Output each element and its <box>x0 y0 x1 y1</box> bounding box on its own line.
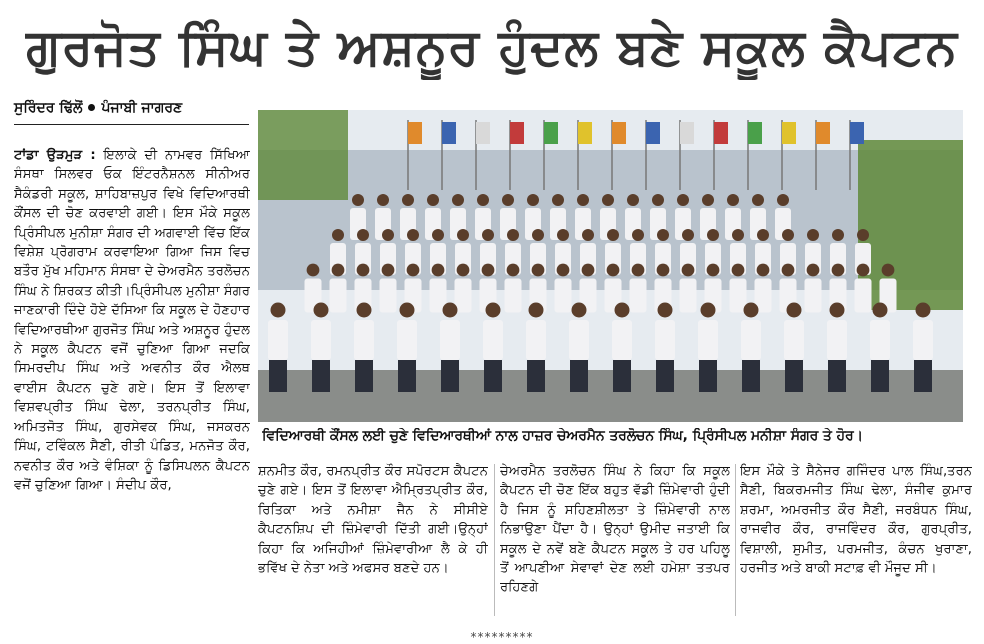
photo-flag <box>714 122 728 144</box>
photo-person-body <box>268 320 288 360</box>
photo-person-head <box>682 264 695 277</box>
photo-person-body <box>827 320 847 360</box>
column-1-text: ਇਲਾਕੇ ਦੀ ਨਾਮਵਰ ਸਿੱਖਿਆ ਸੰਸਥਾ ਸਿਲਵਰ ਓਕ ਇੰਟਰਨੈਸ਼ਨਲ ਸੀਨੀਅਰ ਸੈਕੰਡਰੀ ਸਕੂਲ, ਸ਼ਾਹਿਬਾਜ਼ਪੁਰ ਵਿਖੇ ਵਿਦਿਆਰਥੀ ਕੌਂਸਲ ਦੀ ਚੋਣ ਕਰਵਾਈ ਗਈ। ਇਸ ਮੌਕੇ ਸਕੂਲ ਪ੍ਰਿੰਸੀਪਲ ਮੁਨੀਸ਼ਾ ਸੰਗਰ ਦੀ ਅਗਵਾਈ ਵਿੱਚ ਇੱਕ ਵਿਸ਼ੇਸ਼ ਪ੍ਰੋਗਰਾਮ ਕਰਵਾਇਆ ਗਿਆ ਜਿਸ ਵਿਚ ਬਤੌਰ ਮੁੱਖ ਮਹਿਮਾਨ ਸੰਸਥਾ ਦੇ ਚੇਅਰਮੈਨ ਤਰਲੋਚਨ ਸਿੰਘ ਨੇ ਸ਼ਿਰਕਤ ਕੀਤੀ।ਪ੍ਰਿੰਸੀਪਲ ਮੁਨੀਸ਼ਾ ਸੰਗਰ ਜਾਣਕਾਰੀ ਦਿੰਦੇ ਹੋਏ ਦੱਸਿਆ ਕਿ ਸਕੂਲ ਦੇ ਹੋਣਹਾਰ ਵਿਦਿਆਰਥੀਆ ਗੁਰਜੋਤ ਸਿੰਘ ਅਤੇ ਅਸ਼ਨੂਰ ਹੁੰਦਲ ਨੇ ਸਕੂਲ ਕੈਪਟਨ ਵਜੋਂ ਚੁਣਿਆ ਗਿਆ ਜਦਕਿ ਸਿਮਰਦੀਪ ਸਿੰਘ ਅਤੇ ਅਵਨੀਤ ਕੌਰ ਐਲਥ ਵਾਈਸ ਕੈਪਟਨ ਚੁਣੇ ਗਏ। ਇਸ ਤੋਂ ਇਲਾਵਾ ਵਿਸ਼ਵਪ੍ਰੀਤ ਸਿੰਘ ਢੇਲਾ, ਤਰਨਪ੍ਰੀਤ ਸਿੰਘ, ਅਮਿਤਜੋਤ ਸਿੰਘ, ਗੁਰਸੇਵਕ ਸਿੰਘ, ਜਸਕਰਨ ਸਿੰਘ, ਟਵਿੰਕਲ ਸੈਣੀ, ਰੀਤੀ ਪੰਡਿਤ, ਮਨਜੋਤ ਕੌਰ, ਨਵਨੀਤ ਕੌਰ ਅਤੇ ਵੰਸ਼ਿਕਾ ਨੂੰ ਡਿਸਿਪਲਨ ਕੈਪਟਨ ਵਜੋਂ ਚੁਣਿਆ ਗਿਆ। ਸੰਦੀਪ ਕੌਰ, <box>14 148 250 493</box>
photo-person-head <box>830 303 845 318</box>
photo-person-head <box>732 229 744 241</box>
photo-person-head <box>782 229 794 241</box>
photo-flag <box>510 122 524 144</box>
photo-person-legs <box>355 360 373 392</box>
photo-person-head <box>482 229 494 241</box>
photo-tree-right <box>858 140 963 310</box>
photo-flag <box>408 122 422 144</box>
article-column-2: ਸ਼ਨਮੀਤ ਕੌਰ, ਰਮਨਪ੍ਰੀਤ ਕੌਰ ਸਪੋਰਟਸ ਕੈਪਟਨ ਚੁਣੇ ਗਏ। ਇਸ ਤੋਂ ਇਲਾਵਾ ਐਮ੍ਰਿਤਪ੍ਰੀਤ ਕੌਰ, ਰਿਤਿਕਾ ਅਤੇ ਨਮੀਸ਼ਾ ਜੈਨ ਨੇ ਸੀਸੀਏ ਕੈਪਟਨਸ਼ਿਪ ਦੀ ਜ਼ਿੰਮੇਵਾਰੀ ਦਿੱਤੀ ਗਈ।ਉਨ੍ਹਾਂ ਕਿਹਾ ਕਿ ਅਜਿਹੀਆਂ ਜ਼ਿੰਮੇਵਾਰੀਆ ਲੈ ਕੇ ਹੀ ਭਵਿੱਖ ਦੇ ਨੇਤਾ ਅਤੇ ਅਫਸਰ ਬਣਦੇ ਹਨ। <box>258 464 488 577</box>
photo-person-head <box>432 264 445 277</box>
photo-person-body <box>440 320 460 360</box>
photo-person-legs <box>656 360 674 392</box>
photo-flag <box>646 122 660 144</box>
photo-person-head <box>529 303 544 318</box>
photo-person-head <box>452 194 464 206</box>
photo-person-head <box>732 264 745 277</box>
photo-person-legs <box>527 360 545 392</box>
photo-person-body <box>483 320 503 360</box>
photo-person-body <box>612 320 632 360</box>
photo-person-head <box>332 229 344 241</box>
article-column-3: ਚੇਅਰਮੈਨ ਤਰਲੋਚਨ ਸਿੰਘ ਨੇ ਕਿਹਾ ਕਿ ਸਕੂਲ ਕੈਪਟਨ ਦੀ ਚੋਣ ਇੱਕ ਬਹੁਤ ਵੱਡੀ ਜ਼ਿੰਮੇਵਾਰੀ ਹੁੰਦੀ ਹੈ ਜਿਸ ਨੂੰ ਸਹਿਣਸ਼ੀਲਤਾ ਤੇ ਜ਼ਿੰਮੇਵਾਰੀ ਨਾਲ ਨਿਭਾਉਣਾ ਪੈਂਦਾ ਹੈ। ਉਨ੍ਹਾਂ ਉਮੀਦ ਜਤਾਈ ਕਿ ਸਕੂਲ ਦੇ ਨਵੇਂ ਬਣੇ ਕੈਪਟਨ ਸਕੂਲ ਤੇ ਹਰ ਪਹਿਲੂ ਤੋਂ ਆਪਣੀਆ ਸੇਵਾਵਾਂ ਦੇਣ ਲਈ ਹਮੇਸ਼ਾ ਤਤਪਰ ਰਹਿਣਗੇ <box>500 464 730 596</box>
photo-person-body <box>855 279 872 313</box>
photo-person-body <box>505 279 522 313</box>
dateline: ਟਾਂਡਾ ਉੜਮੁੜ : <box>14 148 96 163</box>
photo-person-body <box>680 279 697 313</box>
photo-flag <box>578 122 592 144</box>
photo-person-head <box>632 264 645 277</box>
photo-person-legs <box>785 360 803 392</box>
photo-person-head <box>357 264 370 277</box>
photo-person-legs <box>269 360 287 392</box>
photo-person-legs <box>484 360 502 392</box>
photo-person-body <box>630 279 647 313</box>
photo-flag <box>442 122 456 144</box>
photo-flag <box>748 122 762 144</box>
photo-person-legs <box>742 360 760 392</box>
photo-person-legs <box>312 360 330 392</box>
photo-person-head <box>382 264 395 277</box>
photo-person-head <box>873 303 888 318</box>
photo-flag <box>476 122 490 144</box>
photo-person-head <box>557 264 570 277</box>
photo-person-head <box>427 194 439 206</box>
photo-person-head <box>615 303 630 318</box>
photo-person-head <box>701 303 716 318</box>
photo-person-head <box>582 264 595 277</box>
photo-person-head <box>657 264 670 277</box>
photo-flag <box>816 122 830 144</box>
photo-person-head <box>552 194 564 206</box>
photo-person-legs <box>613 360 631 392</box>
photo-person-body <box>730 279 747 313</box>
photo-person-head <box>457 229 469 241</box>
photo-person-head <box>507 229 519 241</box>
photo-person-head <box>627 194 639 206</box>
end-marker: ********* <box>470 630 534 644</box>
photo-person-head <box>807 264 820 277</box>
photo-flag <box>544 122 558 144</box>
photo-person-head <box>882 264 895 277</box>
photo-person-head <box>757 229 769 241</box>
photo-person-head <box>477 194 489 206</box>
photo-person-head <box>443 303 458 318</box>
photo-person-head <box>807 229 819 241</box>
photo-person-head <box>271 303 286 318</box>
photo-person-head <box>407 264 420 277</box>
photo-person-head <box>407 229 419 241</box>
photo-person-head <box>400 303 415 318</box>
photo-person-body <box>380 279 397 313</box>
photo-person-head <box>314 303 329 318</box>
photo-person-body <box>555 279 572 313</box>
photo-person-head <box>607 229 619 241</box>
photo-person-head <box>502 194 514 206</box>
photo-person-head <box>744 303 759 318</box>
article-column-4: ਇਸ ਮੌਕੇ ਤੇ ਸੈਨੇਜਰ ਗਜਿੰਦਰ ਪਾਲ ਸਿੰਘ,ਤਰਨ ਸੈਣੀ, ਬਿਕਰਮਜੀਤ ਸਿੰਘ ਢੇਲਾ, ਸੰਜੀਵ ਕੁਮਾਰ ਸ਼ਰਮਾ, ਅਮਰਜੀਤ ਕੌਰ ਸੈਣੀ, ਜਰਬੰਧਨ ਸਿੰਘ, ਰਾਜਵੀਰ ਕੌਰ, ਰਾਜਵਿੰਦਰ ਕੌਰ, ਗੁਰਪ੍ਰੀਤ, ਵਿਸ਼ਾਲੀ, ਸੁਮੀਤ, ਪਰਮਜੀਤ, ਕੰਚਨ ਖੁਰਾਣਾ, ਹਰਜੀਤ ਅਤੇ ਬਾਕੀ ਸਟਾਫ਼ ਵੀ ਮੌਜੂਦ ਸੀ। <box>740 464 972 577</box>
photo-person-head <box>857 229 869 241</box>
photo-person-head <box>582 229 594 241</box>
photo-person-head <box>677 194 689 206</box>
photo-flag <box>680 122 694 144</box>
photo-person-body <box>397 320 417 360</box>
photo-person-head <box>602 194 614 206</box>
photo-person-body <box>526 320 546 360</box>
photo-flag <box>612 122 626 144</box>
photo-caption: ਵਿਦਿਆਰਥੀ ਕੌਂਸਲ ਲਈ ਚੁਣੇ ਵਿਦਿਆਰਥੀਆਂ ਨਾਲ ਹਾਜ਼ਰ ਚੇਅਰਮੈਨ ਤਰਲੋਚਨ ਸਿੰਘ, ਪ੍ਰਿੰਸੀਪਲ ਮਨੀਸ਼ਾ ਸੰਗਰ ਤੇ ਹੋਰ। <box>262 428 863 444</box>
headline: ਗੁਰਜੋਤ ਸਿੰਘ ਤੇ ਅਸ਼ਨੂਰ ਹੁੰਦਲ ਬਣੇ ਸਕੂਲ ਕੈਪਟਨ <box>26 18 958 76</box>
photo-person-head <box>782 264 795 277</box>
photo-person-head <box>832 264 845 277</box>
photo-person-legs <box>828 360 846 392</box>
photo-person-head <box>357 303 372 318</box>
bullet-dot-icon <box>88 104 95 111</box>
photo-person-head <box>402 194 414 206</box>
photo-person-head <box>572 303 587 318</box>
photo-person-body <box>784 320 804 360</box>
photo-person-head <box>757 264 770 277</box>
photo-person-head <box>507 264 520 277</box>
photo-person-head <box>752 194 764 206</box>
photo-person-head <box>632 229 644 241</box>
photo-person-head <box>707 229 719 241</box>
photo-person-head <box>332 264 345 277</box>
group-photo <box>258 110 963 422</box>
photo-person-body <box>354 320 374 360</box>
photo-person-head <box>482 264 495 277</box>
photo-person-body <box>330 279 347 313</box>
photo-person-body <box>698 320 718 360</box>
photo-person-body <box>569 320 589 360</box>
photo-person-head <box>486 303 501 318</box>
photo-person-legs <box>570 360 588 392</box>
column-divider <box>494 464 495 616</box>
photo-person-head <box>527 194 539 206</box>
photo-flag <box>782 122 796 144</box>
photo-person-head <box>352 194 364 206</box>
photo-person-head <box>702 194 714 206</box>
photo-person-legs <box>699 360 717 392</box>
publication-name: ਪੰਜਾਬੀ ਜਾਗਰਣ <box>101 100 183 116</box>
photo-person-head <box>727 194 739 206</box>
photo-person-legs <box>914 360 932 392</box>
photo-person-head <box>532 264 545 277</box>
author-name: ਸੁਰਿੰਦਰ ਢਿੱਲੋਂ <box>14 100 83 116</box>
photo-person-head <box>777 194 789 206</box>
photo-person-body <box>913 320 933 360</box>
photo-person-head <box>832 229 844 241</box>
photo-person-head <box>577 194 589 206</box>
photo-person-body <box>311 320 331 360</box>
photo-person-head <box>532 229 544 241</box>
article-column-1 <box>14 146 250 616</box>
photo-person-body <box>741 320 761 360</box>
byline-rule <box>14 124 249 125</box>
photo-person-head <box>916 303 931 318</box>
group-photo-icon <box>258 110 963 422</box>
photo-person-head <box>607 264 620 277</box>
photo-person-head <box>432 229 444 241</box>
photo-person-head <box>382 229 394 241</box>
photo-person-body <box>655 320 675 360</box>
photo-person-head <box>707 264 720 277</box>
photo-person-head <box>307 264 320 277</box>
photo-flag <box>850 122 864 144</box>
photo-person-head <box>682 229 694 241</box>
photo-person-body <box>455 279 472 313</box>
byline <box>14 100 249 116</box>
photo-person-legs <box>441 360 459 392</box>
column-divider <box>735 464 736 616</box>
photo-person-head <box>557 229 569 241</box>
photo-person-head <box>787 303 802 318</box>
photo-person-legs <box>871 360 889 392</box>
photo-person-head <box>658 303 673 318</box>
photo-person-body <box>805 279 822 313</box>
photo-person-head <box>457 264 470 277</box>
photo-person-legs <box>398 360 416 392</box>
photo-tree-left <box>258 110 348 200</box>
photo-person-head <box>652 194 664 206</box>
photo-person-body <box>870 320 890 360</box>
photo-person-head <box>377 194 389 206</box>
photo-person-head <box>357 229 369 241</box>
photo-person-head <box>857 264 870 277</box>
photo-person-head <box>657 229 669 241</box>
